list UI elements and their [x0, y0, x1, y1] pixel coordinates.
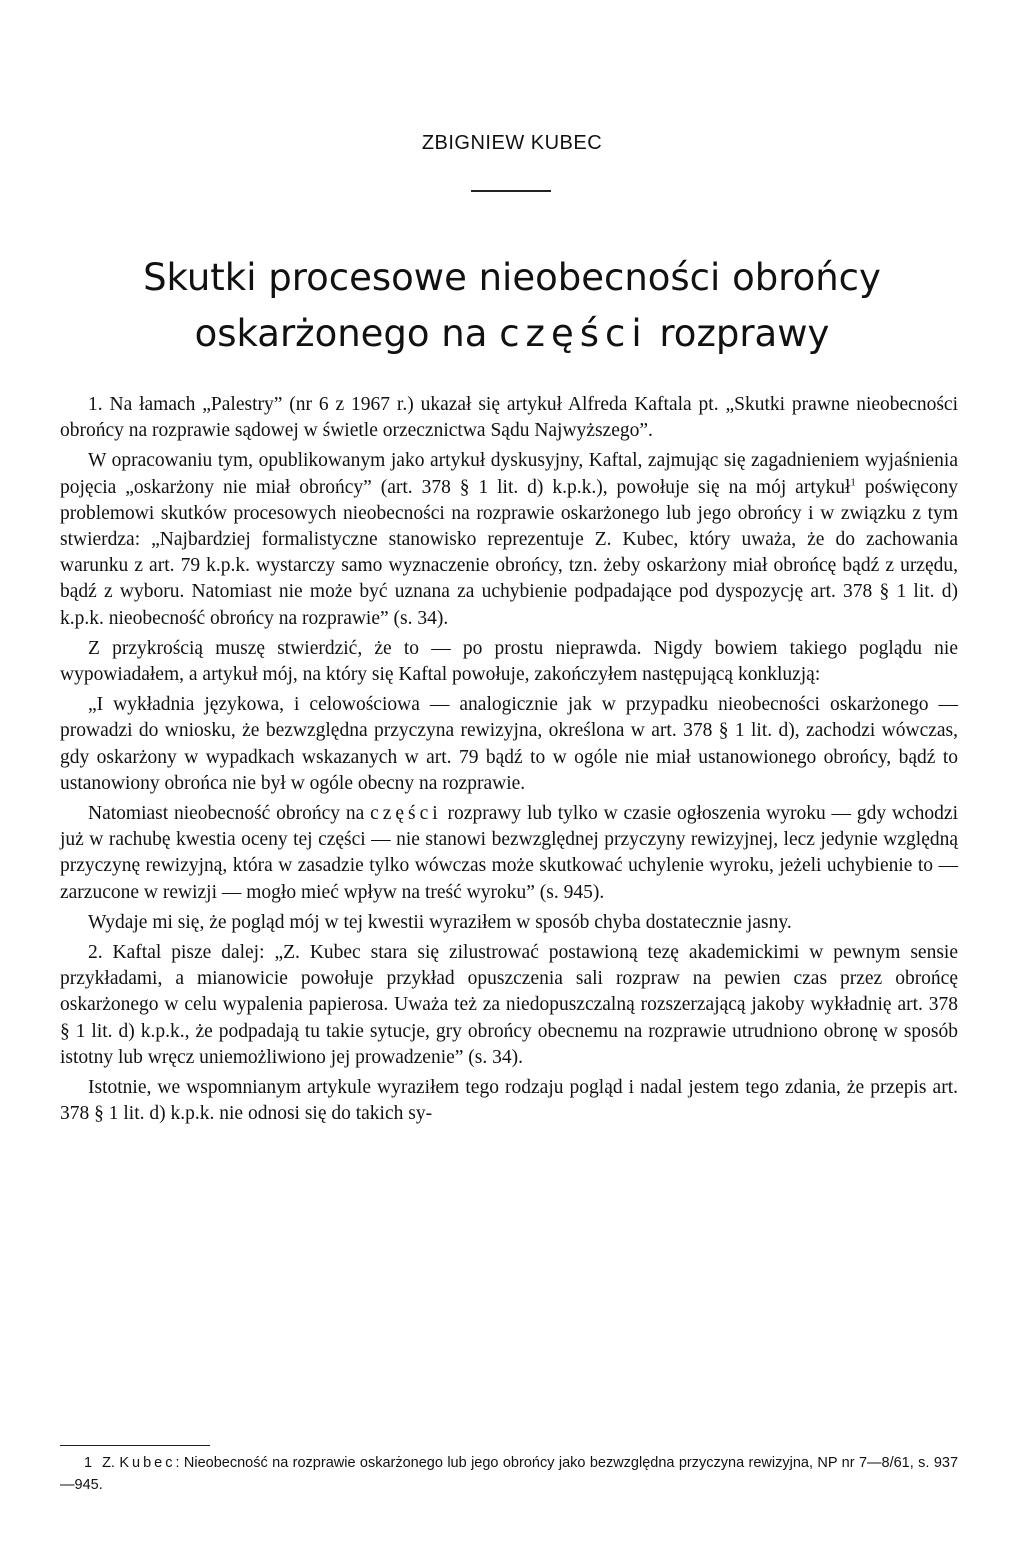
paragraph-5-spaced: części [370, 803, 442, 825]
title-line-2-part-c: rozprawy [659, 312, 830, 355]
title-line-1: Skutki procesowe nieobecności obrońcy [143, 256, 881, 299]
footnote-author: Kubec [119, 1455, 176, 1471]
paragraph-2-part-a: W opracowaniu tym, opublikowanym jako artykuł dyskusyjny, Kaftal, zajmując się zagadnieniem wyjaśnienia pojęcia „oskarżony nie miał obrońcy” (art. 378 § 1 lit. d) k.p.k.), powołuje się na mój artykuł [60, 450, 958, 498]
footnote-mark: 1 [84, 1455, 93, 1471]
article-author: ZBIGNIEW KUBEC [421, 132, 603, 154]
paragraph-2-part-b: poświęcony problemowi skutków procesowych nieobecności na rozprawie oskarżonego lub jego obrońcy i w związku z tym stwierdza: „Najbardziej formalistyczne stanowisko reprezentuje Z. Kubec, który uważa, że do zachowania warunku z art. 79 k.p.k. wystarczy samo wyznaczenie obrońcy, tzn. żeby oskarżony miał obrońcę bądź z urzędu, bądź z wyboru. Natomiast nie może być uznana za uchybienie podpadające pod dyspozycję art. 378 § 1 lit. d) k.p.k. nieobecność obrońcy na rozprawie” (s. 34). [60, 476, 958, 629]
title-divider [471, 190, 551, 192]
title-line-2-spaced: części [499, 312, 648, 355]
article-body [60, 392, 958, 1131]
paragraph-5-part-b: rozprawy lub tylko w czasie ogłoszenia wyroku — gdy wchodzi już w rachubę kwestia oceny tej części — nie stanowi bezwzględnej przyczyny rewizyjnej, lecz jedynie względną przyczynę rewizyjną, która w zasadzie tylko wówczas może skutkować uchylenie wyroku, jeżeli uchybienie to — zarzucone w rewizji — mogło mieć wpływ na treść wyroku” (s. 945). [60, 803, 958, 903]
footnote [60, 1452, 958, 1496]
paragraph-7: 2. Kaftal pisze dalej: „Z. Kubec stara się zilustrować postawioną tezę akademickimi w pewnym sensie przykładami, a mianowicie powołuje przykład opuszczenia sali rozpraw na pewien czas przez obrońcę oskarżonego w celu wypalenia papierosa. Uważa też za niedopuszczalną rozszerzającą jakoby wykładnię art. 378 § 1 lit. d) k.p.k., że podpadają tu takie sytucje, gry obrońcy obecnemu na rozprawie utrudniono obronę w sposób istotny lub wręcz uniemożliwiono jej prowadzenie” (s. 34). [60, 942, 958, 1068]
paragraph-8: Istotnie, we wspomnianym artykule wyraziłem tego rodzaju pogląd i nadal jestem tego zdania, że przepis art. 378 § 1 lit. d) k.p.k. nie odnosi się do takich sy- [60, 1077, 958, 1125]
footnote-reference: 1 [850, 476, 856, 489]
paragraph-2 [60, 448, 958, 631]
paragraph-6: Wydaje mi się, że pogląd mój w tej kwestii wyraziłem w sposób chyba dostatecznie jasny. [88, 911, 792, 933]
title-line-2 [0, 306, 1024, 362]
article-title [0, 250, 1024, 362]
paragraph-5 [60, 801, 958, 906]
paragraph-5-part-a: Natomiast nieobecność obrońcy na [88, 803, 371, 825]
footnote-text: : Nieobecność na rozprawie oskarżonego lub jego obrońcy jako bezwzględna przyczyna rewizyjna, NP nr 7—8/61, s. 937—945. [60, 1455, 959, 1493]
footnote-divider [60, 1445, 210, 1446]
footnote-author-prefix: Z. [102, 1455, 115, 1471]
paragraph-1: 1. Na łamach „Palestry” (nr 6 z 1967 r.) ukazał się artykuł Alfreda Kaftala pt. „Skutki prawne nieobecności obrońcy na rozprawie sądowej w świetle orzecznictwa Sądu Najwyższego”. [60, 394, 958, 442]
paragraph-4-quote: „I wykładnia językowa, i celowościowa — analogicznie jak w przypadku nieobecności oskarżonego — prowadzi do wniosku, że bezwzględna przyczyna rewizyjna, określona w art. 378 § 1 lit. d), zachodzi wówczas, gdy oskarżony w wypadkach wskazanych w art. 79 bądź to w ogóle nie miał ustanowionego obrońcy, bądź to ustanowiony obrońca nie był w ogóle obecny na rozprawie. [60, 694, 958, 794]
paragraph-3: Z przykrością muszę stwierdzić, że to — po prostu nieprawda. Nigdy bowiem takiego poglądu nie wypowiadałem, a artykuł mój, na który się Kaftal powołuje, zakończyłem następującą konkluzją: [60, 637, 958, 686]
title-line-2-part-a: oskarżonego na [194, 312, 488, 355]
